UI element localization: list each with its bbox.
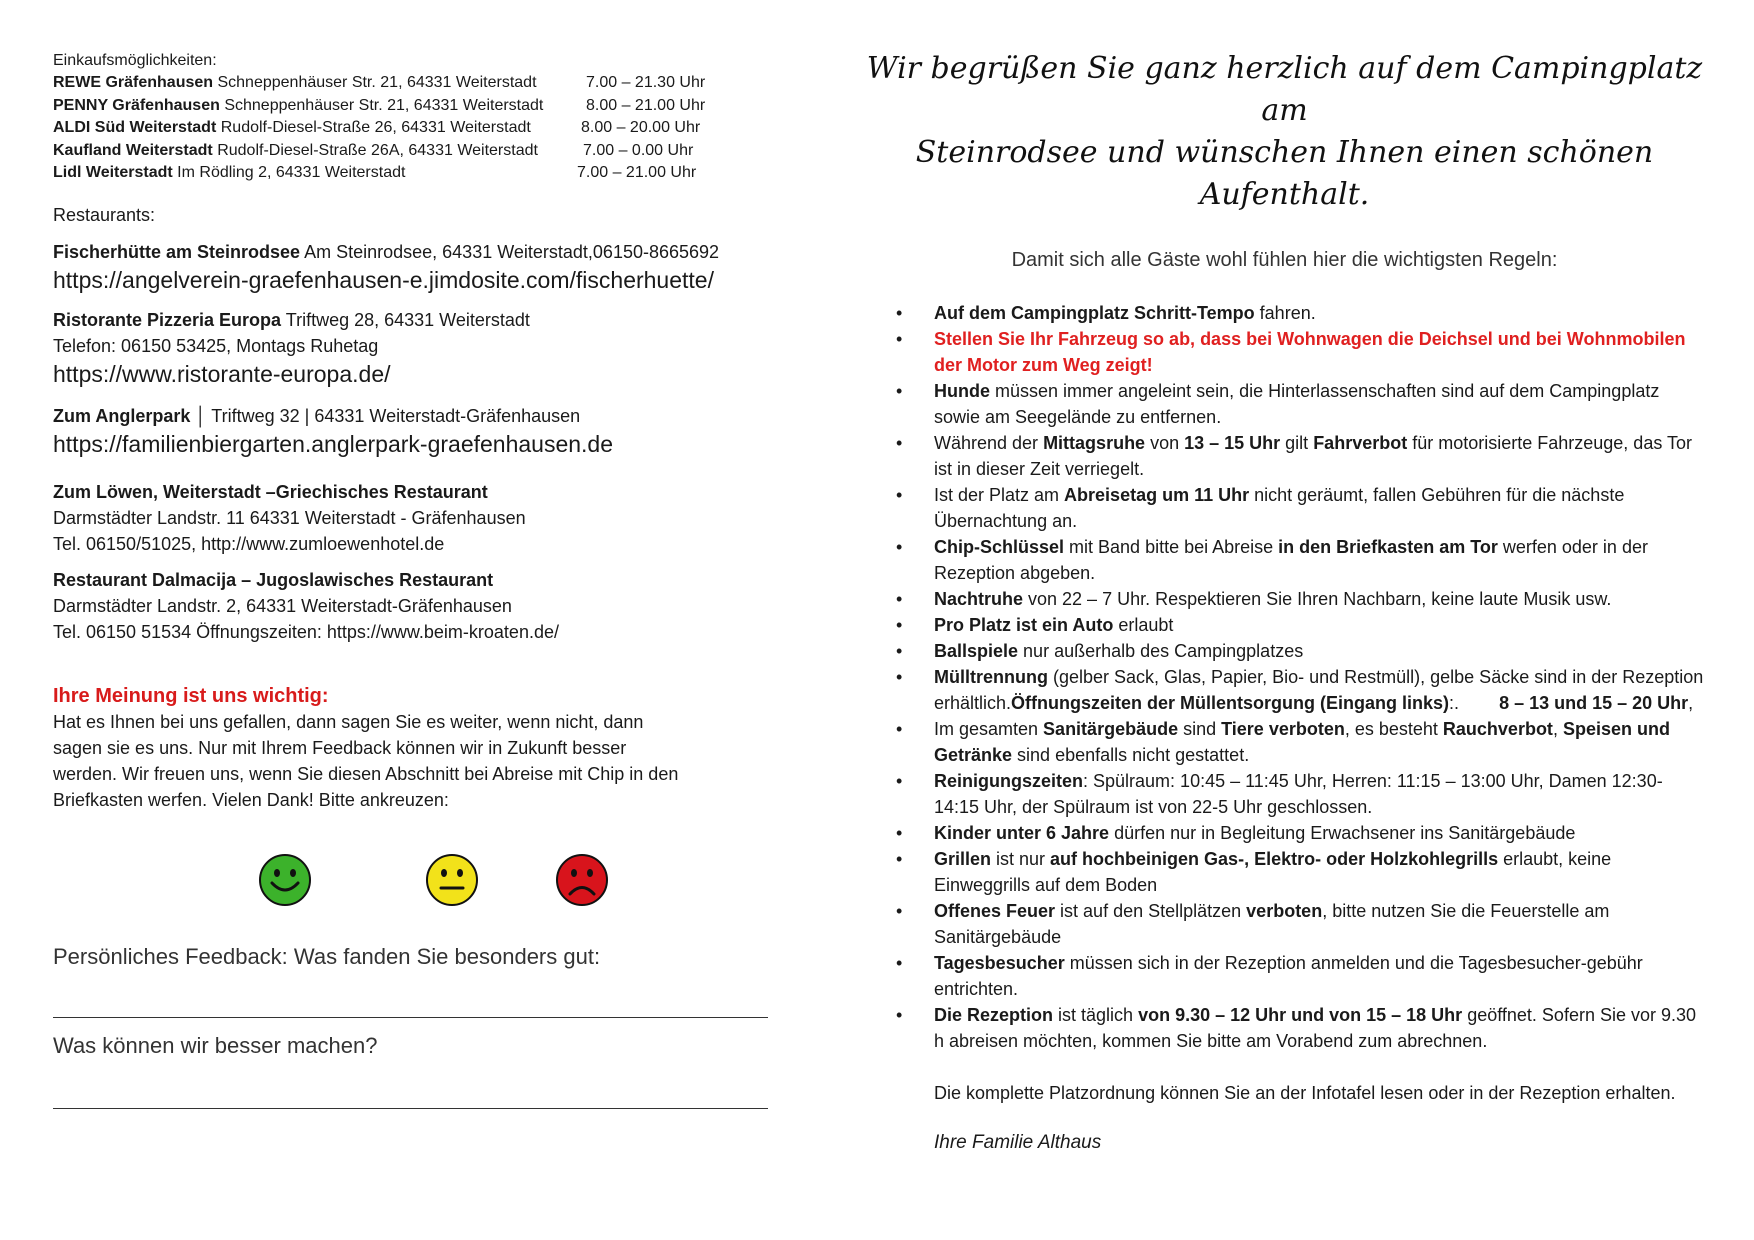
shop-address: Schneppenhäuser Str. 21, 64331 Weiterstadt — [217, 74, 537, 91]
shop-hours: 8.00 – 21.00 Uhr — [586, 96, 706, 114]
restaurant-name: Zum Löwen, Weiterstadt –Griechisches Restaurant — [53, 481, 488, 502]
shop-hours: 7.00 – 0.00 Uhr — [583, 141, 694, 159]
feedback-answer-line-2[interactable] — [53, 1108, 768, 1109]
shop-address: Rudolf-Diesel-Straße 26, 64331 Weiterstadt — [220, 119, 531, 136]
restaurant-name: Restaurant Dalmacija – Jugoslawisches Restaurant — [53, 569, 494, 590]
rule-item: • Auf dem Campingplatz Schritt-Tempo fahren. — [896, 303, 1316, 323]
shop-row — [53, 162, 773, 185]
rules-list — [862, 300, 1707, 1054]
rule-item: • Ist der Platz am Abreisetag um 11 Uhr nicht geräumt, fallen Gebühren für die nächste Übernachtung an. — [896, 485, 1625, 531]
shop-name: Lidl Weiterstadt — [53, 164, 173, 181]
restaurant-contact: Tel. 06150/51025, http://www.zumloewenhotel.de — [53, 533, 445, 554]
shop-row — [53, 72, 773, 95]
opinion-line: werden. Wir freuen uns, wenn Sie diesen Abschnitt bei Abreise mit Chip in den — [53, 763, 679, 784]
restaurant-5 — [53, 567, 773, 593]
shopping-title: Einkaufsmöglichkeiten: — [53, 52, 217, 69]
restaurant-name: Ristorante Pizzeria Europa — [53, 309, 282, 330]
shop-name: REWE Gräfenhausen — [53, 74, 214, 91]
restaurant-name: Fischerhütte am Steinrodsee — [53, 241, 301, 262]
feedback-question-improve: Was können wir besser machen? — [53, 1032, 378, 1058]
restaurant-info: │ Triftweg 32 | 64331 Weiterstadt-Gräfenhausen — [195, 405, 581, 426]
rule-item: • Ballspiele nur außerhalb des Campingplatzes — [896, 641, 1304, 661]
shop-name: Kaufland Weiterstadt — [53, 141, 213, 159]
shop-address: Rudolf-Diesel-Straße 26A, 64331 Weiterstadt — [217, 141, 538, 159]
rule-item: • Nachtruhe von 22 – 7 Uhr. Respektieren Sie Ihren Nachbarn, keine laute Musik usw. — [896, 589, 1612, 609]
neutral-smiley-icon[interactable] — [425, 853, 479, 907]
shop-name: ALDI Süd Weiterstadt — [53, 119, 217, 136]
right-column — [862, 48, 1707, 1154]
happy-smiley-icon[interactable] — [258, 853, 312, 907]
sad-smiley-icon[interactable] — [555, 853, 609, 907]
restaurant-3 — [53, 403, 773, 429]
shop-row — [53, 95, 773, 118]
opinion-line: sagen sie es uns. Nur mit Ihrem Feedback können wir in Zukunft besser — [53, 737, 627, 758]
rating-options — [53, 853, 773, 923]
restaurant-info: Am Steinrodsee, 64331 Weiterstadt,06150-8665692 — [304, 241, 720, 262]
rule-item: • Chip-Schlüssel mit Band bitte bei Abreise in den Briefkasten am Tor werfen oder in der Rezeption abgeben. — [896, 537, 1648, 583]
rule-item: • Hunde müssen immer angeleint sein, die Hinterlassenschaften sind auf dem Campingplatz sowie am Seegelände zu entfernen. — [896, 381, 1660, 427]
opinion-line: Briefkasten werfen. Vielen Dank! Bitte ankreuzen: — [53, 789, 449, 810]
restaurant-address: Darmstädter Landstr. 2, 64331 Weiterstadt-Gräfenhausen — [53, 595, 512, 616]
restaurants-title: Restaurants: — [53, 204, 156, 225]
signature: Ihre Familie Althaus — [934, 1132, 1102, 1153]
restaurant-2 — [53, 307, 773, 333]
restaurant-4 — [53, 479, 773, 505]
restaurant-name: Zum Anglerpark — [53, 405, 191, 426]
rule-item: • Stellen Sie Ihr Fahrzeug so ab, dass bei Wohnwagen die Deichsel und bei Wohnmobilen der Motor zum Weg zeigt! — [896, 329, 1686, 375]
rule-item: • Grillen ist nur auf hochbeinigen Gas-, Elektro- oder Holzkohlegrills erlaubt, keine Einweggrills auf dem Boden — [896, 849, 1612, 895]
rule-item: • Im gesamten Sanitärgebäude sind Tiere verboten, es besteht Rauchverbot, Speisen und Getränke sind ebenfalls nicht gestattet. — [896, 719, 1670, 765]
welcome-heading — [862, 48, 1707, 216]
rule-item: • Offenes Feuer ist auf den Stellplätzen verboten, bitte nutzen Sie die Feuerstelle am Sanitärgebäude — [896, 901, 1610, 947]
restaurant-link[interactable]: https://www.ristorante-europa.de/ — [53, 360, 391, 387]
rule-item: • Tagesbesucher müssen sich in der Rezeption anmelden und die Tagesbesucher-gebühr entrichten. — [896, 953, 1643, 999]
shop-hours: 7.00 – 21.30 Uhr — [586, 74, 706, 91]
restaurant-link[interactable]: https://familienbiergarten.anglerpark-graefenhausen.de — [53, 430, 614, 457]
restaurant-contact: Tel. 06150 51534 Öffnungszeiten: https://www.beim-kroaten.de/ — [53, 621, 559, 642]
rule-item: • Die Rezeption ist täglich von 9.30 – 12 Uhr und von 15 – 18 Uhr geöffnet. Sofern Sie vor 9.30 h abreisen möchten, kommen Sie bitte am Vorabend zum abrechnen. — [896, 1005, 1697, 1051]
restaurant-address: Darmstädter Landstr. 11 64331 Weiterstadt - Gräfenhausen — [53, 507, 526, 528]
rule-item: • Kinder unter 6 Jahre dürfen nur in Begleitung Erwachsener ins Sanitärgebäude — [896, 823, 1576, 843]
shop-hours: 8.00 – 20.00 Uhr — [581, 119, 701, 136]
rule-item: • Während der Mittagsruhe von 13 – 15 Uhr gilt Fahrverbot für motorisierte Fahrzeuge, das Tor ist in dieser Zeit verriegelt. — [896, 433, 1693, 479]
opinion-title: Ihre Meinung ist uns wichtig: — [53, 684, 329, 707]
restaurant-info: Triftweg 28, 64331 Weiterstadt — [285, 309, 530, 330]
restaurant-1 — [53, 239, 773, 265]
shop-row — [53, 140, 773, 163]
shop-hours: 7.00 – 21.00 Uhr — [577, 164, 697, 181]
left-column — [53, 50, 773, 1109]
shop-row — [53, 117, 773, 140]
shop-address: Schneppenhäuser Str. 21, 64331 Weiterstadt — [224, 96, 544, 114]
opinion-line: Hat es Ihnen bei uns gefallen, dann sagen Sie es weiter, wenn nicht, dann — [53, 711, 644, 732]
restaurant-phone: Telefon: 06150 53425, Montags Ruhetag — [53, 335, 379, 356]
restaurant-link[interactable]: https://angelverein-graefenhausen-e.jimdosite.com/fischerhuette/ — [53, 266, 714, 293]
rules-intro: Damit sich alle Gäste wohl fühlen hier die wichtigsten Regeln: — [1011, 249, 1558, 271]
welcome-line: Steinrodsee und wünschen Ihnen einen schönen Aufenthalt. — [915, 135, 1654, 212]
shop-address: Im Rödling 2, 64331 Weiterstadt — [177, 164, 406, 181]
closing-note: Die komplette Platzordnung können Sie an der Infotafel lesen oder in der Rezeption erhalten. — [934, 1083, 1676, 1103]
rule-item: • Pro Platz ist ein Auto erlaubt — [896, 615, 1174, 635]
welcome-line: Wir begrüßen Sie ganz herzlich auf dem Campingplatz am — [866, 51, 1703, 128]
rule-item: • Mülltrennung (gelber Sack, Glas, Papier, Bio- und Restmüll), gelbe Säcke sind in der Rezeption erhältlich.Öffnungszeiten der Müllentsorgung (Eingang links):. 8 – 13 und 15 – 20 Uhr, — [896, 667, 1704, 713]
shop-name: PENNY Gräfenhausen — [53, 96, 220, 114]
rule-item: • Reinigungszeiten: Spülraum: 10:45 – 11:45 Uhr, Herren: 11:15 – 13:00 Uhr, Damen 12:30-14:15 Uhr, der Spülraum ist von 22-5 Uhr geschlossen. — [896, 771, 1663, 817]
feedback-question-good: Persönliches Feedback: Was fanden Sie besonders gut: — [53, 943, 601, 969]
